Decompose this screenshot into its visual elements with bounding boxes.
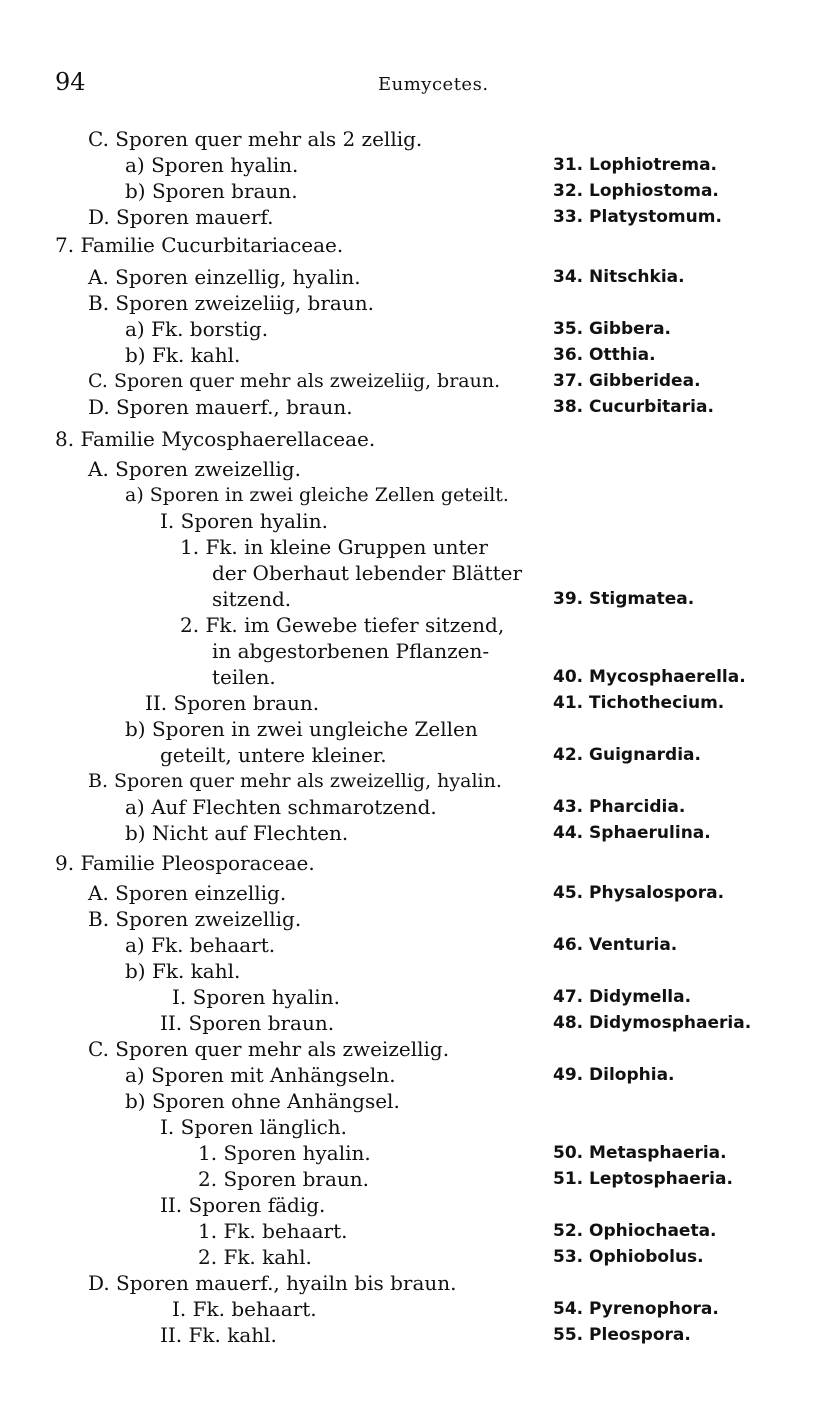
key-line xyxy=(0,742,830,768)
key-text: B. Sporen zweizeliig, braun. xyxy=(88,291,374,315)
key-line xyxy=(0,1322,830,1348)
key-text: B. Sporen zweizellig. xyxy=(88,907,302,931)
key-line xyxy=(0,586,830,612)
key-text: a) Sporen in zwei gleiche Zellen geteilt. xyxy=(125,484,509,506)
key-line xyxy=(0,958,830,984)
key-line xyxy=(0,1296,830,1322)
key-text: 8. Familie Mycosphaerellaceae. xyxy=(55,427,376,451)
genus-name: 51. Leptosphaeria. xyxy=(553,1169,733,1189)
key-line xyxy=(0,1192,830,1218)
genus-name: 38. Cucurbitaria. xyxy=(553,397,714,417)
key-text: II. Fk. kahl. xyxy=(160,1323,277,1347)
key-text: D. Sporen mauerf., hyailn bis braun. xyxy=(88,1271,457,1295)
key-line xyxy=(0,264,830,290)
key-line xyxy=(0,1166,830,1192)
key-line xyxy=(0,394,830,420)
genus-name: 44. Sphaerulina. xyxy=(553,823,711,843)
key-line xyxy=(0,1140,830,1166)
key-text: a) Auf Flechten schmarotzend. xyxy=(125,795,437,819)
key-text: II. Sporen braun. xyxy=(160,1011,335,1035)
page-number: 94 xyxy=(55,68,86,96)
key-text: 9. Familie Pleosporaceae. xyxy=(55,851,315,875)
genus-name: 46. Venturia. xyxy=(553,935,678,955)
key-text: I. Sporen länglich. xyxy=(160,1115,348,1139)
key-text: a) Sporen hyalin. xyxy=(125,153,299,177)
genus-name: 45. Physalospora. xyxy=(553,883,725,903)
genus-name: 32. Lophiostoma. xyxy=(553,181,719,201)
genus-name: 35. Gibbera. xyxy=(553,319,671,339)
genus-name: 33. Platystomum. xyxy=(553,207,722,227)
key-line xyxy=(0,290,830,316)
key-text: D. Sporen mauerf. xyxy=(88,205,274,229)
key-text: der Oberhaut lebender Blätter xyxy=(212,561,523,585)
key-text: A. Sporen einzellig, hyalin. xyxy=(88,265,361,289)
key-line xyxy=(0,1218,830,1244)
key-text: a) Fk. behaart. xyxy=(125,933,276,957)
key-text: geteilt, untere kleiner. xyxy=(160,743,387,767)
genus-name: 42. Guignardia. xyxy=(553,745,701,765)
key-text: II. Sporen braun. xyxy=(145,691,320,715)
key-text: b) Fk. kahl. xyxy=(125,343,241,367)
key-text: b) Sporen in zwei ungleiche Zellen xyxy=(125,717,478,741)
key-line xyxy=(0,342,830,368)
key-text: 7. Familie Cucurbitariaceae. xyxy=(55,233,344,257)
genus-name: 34. Nitschkia. xyxy=(553,267,685,287)
key-line xyxy=(0,368,830,394)
key-line xyxy=(0,1036,830,1062)
key-text: a) Sporen mit Anhängseln. xyxy=(125,1063,396,1087)
key-line xyxy=(0,508,830,534)
key-text: 2. Sporen braun. xyxy=(198,1167,370,1191)
genus-name: 41. Tichothecium. xyxy=(553,693,725,713)
key-line xyxy=(0,1088,830,1114)
key-line xyxy=(0,1270,830,1296)
key-line xyxy=(0,716,830,742)
key-line xyxy=(0,534,830,560)
key-text: sitzend. xyxy=(212,587,292,611)
key-line xyxy=(0,932,830,958)
key-line xyxy=(0,316,830,342)
key-line xyxy=(0,984,830,1010)
family-heading xyxy=(0,426,830,452)
key-line xyxy=(0,664,830,690)
genus-name: 48. Didymosphaeria. xyxy=(553,1013,752,1033)
key-text: C. Sporen quer mehr als zweizellig. xyxy=(88,1037,450,1061)
key-line xyxy=(0,906,830,932)
genus-name: 55. Pleospora. xyxy=(553,1325,691,1345)
genus-name: 52. Ophiochaeta. xyxy=(553,1221,717,1241)
key-line xyxy=(0,1114,830,1140)
genus-name: 50. Metasphaeria. xyxy=(553,1143,727,1163)
genus-name: 47. Didymella. xyxy=(553,987,692,1007)
genus-name: 43. Pharcidia. xyxy=(553,797,686,817)
key-line xyxy=(0,456,830,482)
key-text: 1. Fk. behaart. xyxy=(198,1219,348,1243)
key-text: 1. Fk. in kleine Gruppen unter xyxy=(180,535,488,559)
key-line xyxy=(0,126,830,152)
key-text: C. Sporen quer mehr als zweizeliig, braun. xyxy=(88,370,501,392)
genus-name: 39. Stigmatea. xyxy=(553,589,695,609)
key-text: a) Fk. borstig. xyxy=(125,317,269,341)
genus-name: 37. Gibberidea. xyxy=(553,371,701,391)
family-heading xyxy=(0,232,830,258)
key-line xyxy=(0,1244,830,1270)
genus-name: 36. Otthia. xyxy=(553,345,656,365)
key-text: I. Sporen hyalin. xyxy=(172,985,340,1009)
genus-name: 54. Pyrenophora. xyxy=(553,1299,719,1319)
key-text: B. Sporen quer mehr als zweizellig, hyalin. xyxy=(88,770,502,792)
key-line xyxy=(0,794,830,820)
key-text: 2. Fk. kahl. xyxy=(198,1245,312,1269)
key-text: b) Sporen braun. xyxy=(125,179,298,203)
genus-name: 49. Dilophia. xyxy=(553,1065,675,1085)
key-line xyxy=(0,768,830,794)
key-text: 2. Fk. im Gewebe tiefer sitzend, xyxy=(180,613,505,637)
key-line xyxy=(0,560,830,586)
key-line xyxy=(0,638,830,664)
genus-name: 40. Mycosphaerella. xyxy=(553,667,746,687)
key-text: I. Fk. behaart. xyxy=(172,1297,317,1321)
key-line xyxy=(0,152,830,178)
genus-name: 53. Ophiobolus. xyxy=(553,1247,704,1267)
key-line xyxy=(0,1010,830,1036)
key-line xyxy=(0,690,830,716)
key-line xyxy=(0,612,830,638)
key-text: in abgestorbenen Pflanzen- xyxy=(212,639,490,663)
key-text: C. Sporen quer mehr als 2 zellig. xyxy=(88,127,423,151)
key-line xyxy=(0,482,830,508)
key-line xyxy=(0,178,830,204)
key-text: I. Sporen hyalin. xyxy=(160,509,328,533)
key-text: b) Nicht auf Flechten. xyxy=(125,821,349,845)
running-title: Eumycetes. xyxy=(378,74,489,95)
family-heading xyxy=(0,850,830,876)
key-text: teilen. xyxy=(212,665,276,689)
key-text: II. Sporen fädig. xyxy=(160,1193,326,1217)
key-text: A. Sporen einzellig. xyxy=(88,881,287,905)
key-line xyxy=(0,880,830,906)
key-line xyxy=(0,820,830,846)
key-text: 1. Sporen hyalin. xyxy=(198,1141,371,1165)
key-line xyxy=(0,204,830,230)
genus-name: 31. Lophiotrema. xyxy=(553,155,718,175)
key-text: A. Sporen zweizellig. xyxy=(88,457,301,481)
key-text: b) Fk. kahl. xyxy=(125,959,241,983)
key-line xyxy=(0,1062,830,1088)
key-text: b) Sporen ohne Anhängsel. xyxy=(125,1089,400,1113)
key-text: D. Sporen mauerf., braun. xyxy=(88,395,353,419)
